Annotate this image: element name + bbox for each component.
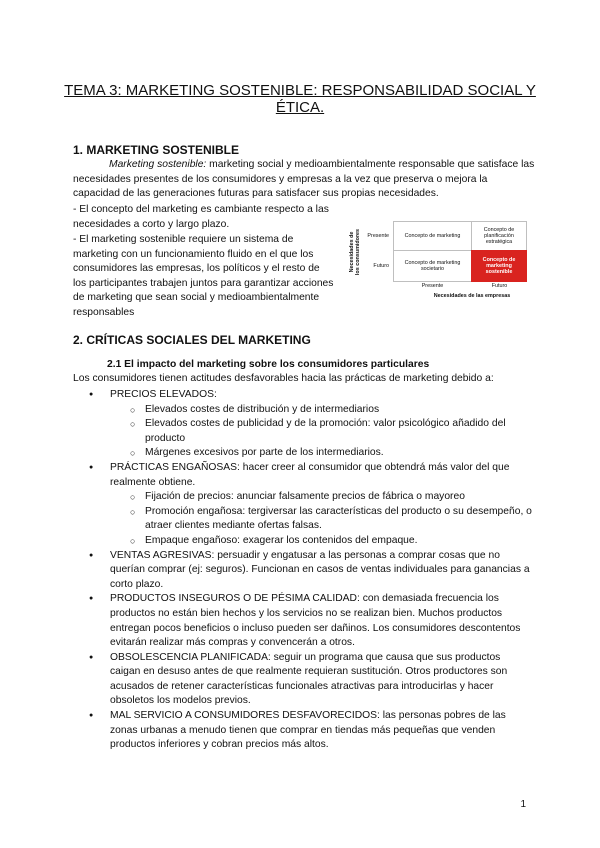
criticism-list bbox=[73, 388, 533, 753]
section-heading-2: 2. CRÍTICAS SOCIALES DEL MARKETING bbox=[73, 333, 311, 347]
figure-row-future: Futuro bbox=[373, 263, 389, 269]
sub-list-item: ○ Márgenes excesivos por parte de los intermediarios. bbox=[110, 446, 533, 461]
list-item: ● MAL SERVICIO A CONSUMIDORES DESFAVORECIDOS: las personas pobres de las zonas urbanas a menudo tienen que comprar en tiendas más pequeñas que venden productos inferiores y cobran precios más altos. bbox=[73, 709, 533, 753]
figure-y-axis-label: Necesidades de los consumidores bbox=[349, 228, 361, 276]
subsection-heading: 2.1 El impacto del marketing sobre los consumidores particulares bbox=[107, 359, 430, 370]
list-item: ● PRECIOS ELEVADOS: ○ Elevados costes de distribución y de intermediarios ○ Elevados costes de publicidad y de la promoción: valor psicológico añadido del producto ○ Márgenes excesivos por parte de los intermediarios. bbox=[73, 388, 533, 461]
sub-list bbox=[110, 490, 533, 548]
page-number: 1 bbox=[520, 799, 526, 810]
sub-list bbox=[110, 403, 533, 461]
list-item: ● PRODUCTOS INSEGUROS O DE PÉSIMA CALIDAD: con demasiada frecuencia los productos no están bien hechos y los servicios no se realizan bien. Muchos productos entregan pocos beneficios o incluso pueden ser dañinos. Los consumidores descontentos evitarán realizar más compras y convencerán a otros. bbox=[73, 592, 533, 650]
figure-x-axis-label: Necesidades de las empresas bbox=[433, 293, 511, 299]
sub-list-item: ○ Elevados costes de distribución y de intermediarios bbox=[110, 403, 533, 418]
list-item: ● OBSOLESCENCIA PLANIFICADA: seguir un programa que causa que sus productos caigan en desuso antes de que realmente requieran sustitución. Otros productores son acusados de retener características funcionales atractivas para introducirlas y hacer obsoletos los modelos previos. bbox=[73, 651, 533, 709]
sub-list-item: ○ Promoción engañosa: tergiversar las características del producto o su desempeño, o atraer clientes mediante ofertas falsas. bbox=[110, 505, 533, 534]
definition-term: Marketing sostenible: bbox=[109, 159, 207, 170]
figure-col-present: Presente bbox=[421, 283, 444, 289]
figure-cell-marketing: Concepto de marketing bbox=[393, 221, 472, 251]
sub-list-item: ○ Empaque engañoso: exagerar los contenidos del empaque. bbox=[110, 534, 533, 549]
list-item: ● VENTAS AGRESIVAS: persuadir y engatusar a las personas a comprar cosas que no querían comprar (ej: seguros). Funcionan en casos de ventas individuales para ganancias a corto plazo. bbox=[73, 549, 533, 593]
figure-cell-strategic-planning: Concepto de planificación estratégica bbox=[471, 221, 527, 251]
document-title: TEMA 3: MARKETING SOSTENIBLE: RESPONSABILIDAD SOCIAL Y ÉTICA. bbox=[64, 82, 536, 116]
definition-paragraph bbox=[73, 158, 535, 202]
sub-list-item: ○ Fijación de precios: anunciar falsamente precios de fábrica o mayoreo bbox=[110, 490, 533, 505]
marketing-concepts-figure bbox=[337, 218, 527, 310]
intro-paragraph: Los consumidores tienen actitudes desfavorables hacia las prácticas de marketing debido a: bbox=[73, 373, 494, 384]
concept-note-1: - El concepto del marketing es cambiante respecto a las necesidades a corto y largo plazo. bbox=[73, 204, 329, 230]
definition-text: marketing social y medioambientalmente responsable que satisface las necesidades presentes de los consumidores y empresas a la vez que preserva o mejora la capacidad de las generaciones futuras para satisfacer sus propias necesidades. bbox=[73, 159, 535, 200]
figure-row-present: Presente bbox=[367, 233, 389, 239]
list-item: ● PRÁCTICAS ENGAÑOSAS: hacer creer al consumidor que obtendrá más valor del que realmente obtiene. ○ Fijación de precios: anunciar falsamente precios de fábrica o mayoreo ○ Promoción engañosa: tergiversar las características del producto o su desempeño, o atraer clientes mediante ofertas falsas. ○ Empaque engañoso: exagerar los contenidos del empaque. bbox=[73, 461, 533, 549]
concept-note-2: - El marketing sostenible requiere un sistema de marketing con un funcionamiento fluido en el que los consumidores las empresas, los políticos y el resto de los participantes trabajen juntos para garantizar acciones de marketing que sean social y medioambientalmente responsables bbox=[73, 234, 334, 318]
sub-list-item: ○ Elevados costes de publicidad y de la promoción: valor psicológico añadido del producto bbox=[110, 417, 533, 446]
section-heading-1: 1. MARKETING SOSTENIBLE bbox=[73, 143, 240, 157]
figure-col-future: Futuro bbox=[491, 283, 508, 289]
figure-cell-sustainable-marketing: Concepto de marketing sostenible bbox=[471, 250, 527, 282]
figure-cell-societal-marketing: Concepto de marketing societario bbox=[393, 250, 472, 282]
